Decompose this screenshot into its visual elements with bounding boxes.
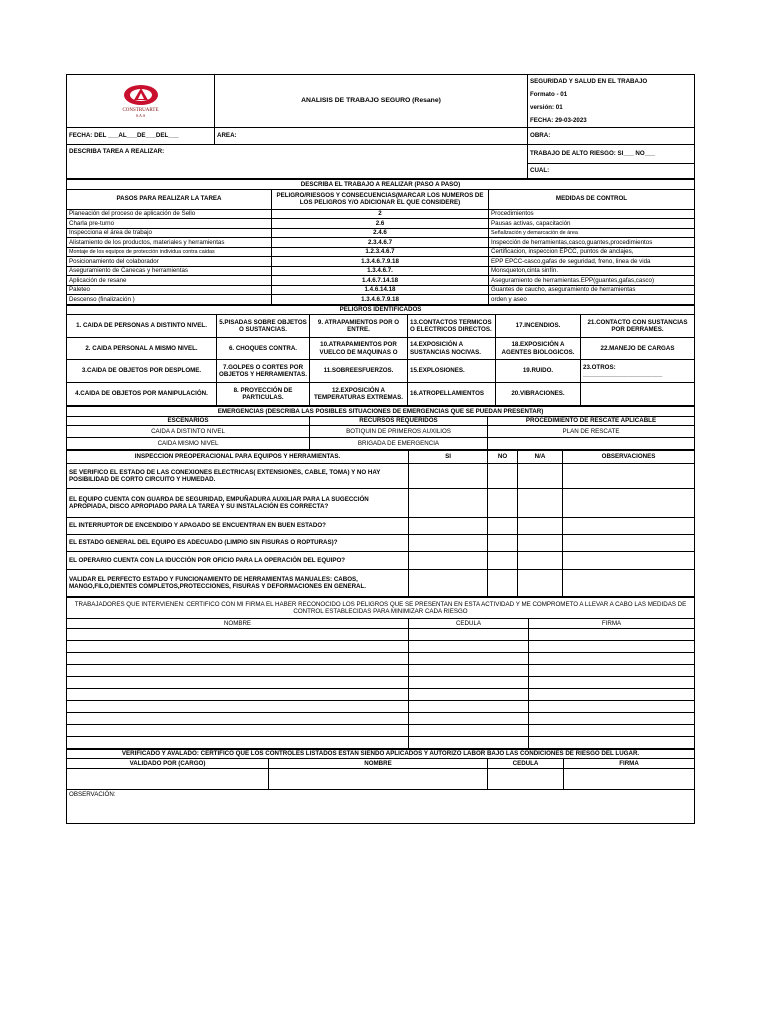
hazard-cell: 2. CAIDA PERSONAL A MISMO NIVEL.	[67, 338, 217, 360]
hazard-cell: 21.CONTACTO CON SUSTANCIAS POR DERRAMES.	[581, 315, 695, 338]
worker-cedula-input[interactable]	[409, 640, 529, 652]
worker-row	[67, 652, 695, 664]
worker-row	[67, 664, 695, 676]
emergencies-table	[66, 406, 695, 450]
inspection-row	[67, 464, 695, 489]
step-peligro: 2.4.6	[272, 228, 489, 238]
inspection-header-si: SI	[409, 451, 488, 464]
inspection-row	[67, 489, 695, 518]
step-row	[67, 295, 695, 305]
emergency-header-escenarios: ESCENARIOS	[67, 416, 310, 426]
inspection-header: INSPECCION PREOPERACIONAL PARA EQUIPOS Y HERRAMIENTAS.	[67, 451, 409, 464]
step-medida: Guantes de caucho, aseguramiento de herramientas	[489, 285, 695, 295]
worker-nombre-input[interactable]	[67, 724, 409, 736]
step-paso: Alistamiento de los productos, materiales y herramientas	[67, 238, 272, 248]
step-peligro: 1.3.4.6.7.9.18	[272, 295, 489, 305]
steps-section-title: DESCRIBA EL TRABAJO A REALIZAR (PASO A PASO)	[67, 180, 695, 190]
inspection-question: VALIDAR EL PERFECTO ESTADO Y FUNCIONAMIENTO DE HERRAMIENTAS MANUALES: CABOS, MANGO,FILO,DIENTES COMPLETOS,PROTECCIONES, FISURAS Y DEFORMACIONES EN GENERAL.	[67, 570, 409, 597]
inspection-row	[67, 518, 695, 535]
worker-cedula-input[interactable]	[409, 652, 529, 664]
inspection-obs-cell[interactable]	[563, 489, 695, 518]
emergency-cell: BOTIQUIN DE PRIMEROS AUXILIOS	[310, 426, 488, 438]
emergency-cell: BRIGADA DE EMERGENCIA	[310, 438, 488, 450]
hazard-cell: 8. PROYECCIÓN DE PARTICULAS.	[217, 383, 310, 406]
step-medida: Inspección de herramientas,casco,guantes,procedimientos	[489, 238, 695, 248]
hazard-cell: 1. CAIDA DE PERSONAS A DISTINTO NIVEL.	[67, 315, 217, 338]
step-paso: Paleteo	[67, 285, 272, 295]
worker-cedula-input[interactable]	[409, 724, 529, 736]
step-paso: Posicionamiento del colaborador	[67, 257, 272, 267]
inspection-row	[67, 535, 695, 552]
form-header	[66, 74, 695, 179]
hazard-cell: 23.OTROS: _______________________	[581, 360, 695, 383]
inspection-obs-cell[interactable]	[563, 464, 695, 489]
worker-row	[67, 628, 695, 640]
inspection-header-no: NO	[488, 451, 518, 464]
step-paso: Aseguramiento de Canecas y herramientas	[67, 266, 272, 276]
worker-row	[67, 736, 695, 748]
hazard-cell: 11.SOBREESFUERZOS.	[310, 360, 408, 383]
step-peligro: 2.6	[272, 219, 489, 229]
hazard-cell: 20.VIBRACIONES.	[496, 383, 581, 406]
step-medida: orden y aseo	[489, 295, 695, 305]
step-medida: Señalización y demarcación de área	[489, 228, 695, 238]
logo-name: CONSTRUARTE	[122, 108, 159, 114]
validation-header-firma: FIRMA	[564, 759, 695, 769]
inspection-na-cell[interactable]	[518, 489, 563, 518]
step-medida: Pausas activas, capacitación	[489, 219, 695, 229]
hazards-body	[67, 315, 695, 406]
inspection-header-na: N/A	[518, 451, 563, 464]
inspection-header-observaciones: OBSERVACIONES	[563, 451, 695, 464]
inspection-obs-cell[interactable]	[563, 518, 695, 535]
worker-row	[67, 688, 695, 700]
inspection-no-cell[interactable]	[488, 518, 518, 535]
step-row	[67, 238, 695, 248]
step-medida: Certificacion, inspeccion EPCC, puntos de anclajes,	[489, 247, 695, 257]
step-row	[67, 276, 695, 286]
hazard-cell: 12.EXPOSICIÓN A TEMPERATURAS EXTREMAS.	[310, 383, 408, 406]
worker-nombre-input[interactable]	[67, 688, 409, 700]
hazard-cell: 16.ATROPELLAMIENTOS	[408, 383, 496, 406]
step-paso: Montaje de los equipos de protección individua contra caidas	[67, 247, 272, 257]
step-medida: Monsqueton,cinta sinfín.	[489, 266, 695, 276]
hazard-cell: 15.EXPLOSIONES.	[408, 360, 496, 383]
describa-tarea-field[interactable]: DESCRIBA TAREA A REALIZAR:	[67, 145, 528, 179]
worker-firma-input[interactable]	[529, 628, 695, 640]
step-peligro: 1.3.4.6.7.	[272, 266, 489, 276]
emergency-header-recursos: RECURSOS REQUERIDOS	[310, 416, 488, 426]
form-title: ANALISIS DE TRABAJO SEGURO (Resane)	[215, 75, 528, 128]
hazard-cell: 6. CHOQUES CONTRA.	[217, 338, 310, 360]
logo-cell	[67, 75, 215, 128]
validation-statement: VERIFICADO Y AVALADO: CERTIFICO QUE LOS CONTROLES LISTADOS ESTAN SIENDO APLICADOS Y AUTORIZO LABOR BAJO LAS CONDICIONES DE RIESGO DEL LUGAR.	[67, 749, 695, 759]
inspection-question: EL EQUIPO CUENTA CON GUARDA DE SEGURIDAD, EMPUÑADURA AUXILIAR PARA LA SUGECCIÓN APROPIADA, DISCO APROPIADO PARA LA TAREA Y SU INSTALACIÓN ES CORRECTA?	[67, 489, 409, 518]
worker-cedula-input[interactable]	[409, 664, 529, 676]
inspection-na-cell[interactable]	[518, 518, 563, 535]
form-meta	[528, 75, 695, 128]
step-medida: EPP EPCC-casco,gafas de seguridad, freno, linea de vida	[489, 257, 695, 267]
step-row	[67, 228, 695, 238]
inspection-si-cell[interactable]	[409, 518, 488, 535]
step-row	[67, 209, 695, 219]
meta-line-3: versión: 01	[530, 104, 563, 111]
emergency-cell: PLAN DE RESCATE	[488, 426, 695, 438]
step-peligro: 2	[272, 209, 489, 219]
emergency-header-procedimiento: PROCEDIMIENTO DE RESCATE APLICABLE	[488, 416, 695, 426]
inspection-no-cell[interactable]	[488, 535, 518, 552]
worker-row	[67, 700, 695, 712]
inspection-na-cell[interactable]	[518, 552, 563, 570]
hazard-cell: 3.CAIDA DE OBJETOS POR DESPLOME.	[67, 360, 217, 383]
meta-line-2: Formato - 01	[530, 91, 568, 98]
worker-cedula-input[interactable]	[409, 676, 529, 688]
step-row	[67, 285, 695, 295]
inspection-no-cell[interactable]	[488, 464, 518, 489]
alto-riesgo-field[interactable]: TRABAJO DE ALTO RIESGO: SI___ NO___	[528, 145, 695, 164]
step-row	[67, 257, 695, 267]
step-row	[67, 266, 695, 276]
hazard-cell: 4.CAIDA DE OBJETOS POR MANIPULACIÓN.	[67, 383, 217, 406]
step-peligro: 1.4.6.14.18	[272, 285, 489, 295]
hazard-cell: 5.PISADAS SOBRE OBJETOS O SUSTANCIAS.	[217, 315, 310, 338]
workers-header-cedula: CEDULA	[409, 619, 529, 629]
inspection-si-cell[interactable]	[409, 552, 488, 570]
step-peligro: 2.3.4.6.7	[272, 238, 489, 248]
obra-field[interactable]: OBRA:	[528, 128, 695, 145]
hazard-cell: 9. ATRAPAMIENTOS POR O ENTRE.	[310, 315, 408, 338]
worker-firma-input[interactable]	[529, 652, 695, 664]
worker-nombre-input[interactable]	[67, 640, 409, 652]
worker-nombre-input[interactable]	[67, 652, 409, 664]
validation-table	[66, 749, 695, 824]
inspection-obs-cell[interactable]	[563, 570, 695, 597]
hazard-cell	[581, 383, 695, 406]
inspection-na-cell[interactable]	[518, 535, 563, 552]
hazards-table	[66, 305, 695, 407]
inspection-obs-cell[interactable]	[563, 535, 695, 552]
worker-firma-input[interactable]	[529, 700, 695, 712]
workers-body	[67, 628, 695, 748]
hazard-cell: 18.EXPOSICIÓN A AGENTES BIOLOGICOS.	[496, 338, 581, 360]
meta-line-1: SEGURIDAD Y SALUD EN EL TRABAJO	[530, 78, 648, 85]
worker-nombre-input[interactable]	[67, 628, 409, 640]
worker-nombre-input[interactable]	[67, 700, 409, 712]
worker-nombre-input[interactable]	[67, 736, 409, 748]
fecha-field[interactable]: FECHA: DEL ___AL___DE___DEL___	[67, 128, 215, 145]
emergency-cell: CAIDA MISMO NIVEL	[67, 438, 310, 450]
worker-cedula-input[interactable]	[409, 628, 529, 640]
worker-firma-input[interactable]	[529, 676, 695, 688]
step-medida: Aseguramiento de herramientas.EPP(guantes,gafas,casco)	[489, 276, 695, 286]
validation-header-nombre: NOMBRE	[269, 759, 488, 769]
step-row	[67, 219, 695, 229]
worker-row	[67, 712, 695, 724]
workers-header-firma: FIRMA	[529, 619, 695, 629]
workers-table	[66, 597, 695, 749]
worker-firma-input[interactable]	[529, 736, 695, 748]
validation-nombre-input[interactable]	[269, 768, 488, 789]
worker-nombre-input[interactable]	[67, 712, 409, 724]
workers-header-nombre: NOMBRE	[67, 619, 409, 629]
steps-table	[66, 179, 695, 305]
hazard-cell: 7.GOLPES O CORTES POR OBJETOS Y HERRAMIENTAS.	[217, 360, 310, 383]
worker-cedula-input[interactable]	[409, 700, 529, 712]
step-paso: Inspecciona el área de trabajo	[67, 228, 272, 238]
hazard-cell: 14.EXPOSICIÓN A SUSTANCIAS NOCIVAS.	[408, 338, 496, 360]
logo-icon	[121, 83, 161, 107]
step-medida: Procedimientos	[489, 209, 695, 219]
emergency-cell: CAIDA A DISTINTO NIVEL	[67, 426, 310, 438]
inspection-question: EL ESTADO GENERAL DEL EQUIPO ES ADECUADO (LIMPIO SIN FISURAS O ROPTURAS)?	[67, 535, 409, 552]
hazard-row	[67, 338, 695, 360]
inspection-no-cell[interactable]	[488, 552, 518, 570]
emergency-cell	[488, 438, 695, 450]
worker-cedula-input[interactable]	[409, 712, 529, 724]
step-paso: Planeación del proceso de aplicación de Sello	[67, 209, 272, 219]
col-pasos-header: PASOS PARA REALIZAR LA TAREA	[67, 189, 272, 209]
inspection-si-cell[interactable]	[409, 464, 488, 489]
worker-row	[67, 640, 695, 652]
hazard-cell: 22.MANEJO DE CARGAS	[581, 338, 695, 360]
worker-row	[67, 724, 695, 736]
inspection-no-cell[interactable]	[488, 489, 518, 518]
validation-cedula-input[interactable]	[488, 768, 564, 789]
ats-form	[66, 74, 694, 824]
inspection-question: SE VERIFICO EL ESTADO DE LAS CONEXIONES ELECTRICAS( EXTENSIONES, CABLE, TOMA) Y NO HAY POSIBILIDAD DE CORTO CIRCUITO Y HUMEDAD.	[67, 464, 409, 489]
hazards-title: PELIGROS IDENTIFICADOS	[67, 305, 695, 315]
step-peligro: 1.4.6.7.14.18	[272, 276, 489, 286]
meta-line-4: FECHA: 29-03-2023	[530, 117, 587, 124]
col-medidas-header: MEDIDAS DE CONTROL	[489, 189, 695, 209]
col-peligros-header: PELIGRO/RIESGOS Y CONSECUENCIAS(MARCAR LOS NUMEROS DE LOS PELIGROS Y/O ADICIONAR EL QUE CONSIDERE)	[272, 189, 489, 209]
validation-header-cedula: CEDULA	[488, 759, 564, 769]
inspection-si-cell[interactable]	[409, 535, 488, 552]
inspection-row	[67, 570, 695, 597]
workers-statement: TRABAJADORES QUE INTERVIENEN: CERTIFICO CON MI FIRMA EL HABER RECONOCIDO LOS PELIGROS QUE SE PRESENTAN EN ESTA ACTIVIDAD Y ME COMPROMETO A LLEVAR A CABO LAS MEDIDAS DE CONTROL ESTABLECIDAS PARA MINIMIZAR CADA RIESGO	[67, 598, 695, 619]
observacion-field[interactable]: OBSERVACIÓN:	[67, 789, 695, 823]
steps-body	[67, 209, 695, 304]
inspection-si-cell[interactable]	[409, 570, 488, 597]
step-peligro: 1.2.3.4.6.7	[272, 247, 489, 257]
inspection-na-cell[interactable]	[518, 570, 563, 597]
worker-nombre-input[interactable]	[67, 664, 409, 676]
inspection-no-cell[interactable]	[488, 570, 518, 597]
area-field[interactable]: AREA:	[215, 128, 528, 145]
hazard-row	[67, 315, 695, 338]
worker-firma-input[interactable]	[529, 640, 695, 652]
validation-firma-input[interactable]	[564, 768, 695, 789]
inspection-na-cell[interactable]	[518, 464, 563, 489]
inspection-si-cell[interactable]	[409, 489, 488, 518]
hazard-row	[67, 360, 695, 383]
inspection-table	[66, 450, 695, 597]
company-logo	[69, 83, 212, 118]
hazard-cell: 13.CONTACTOS TERMICOS O ELECTRICOS DIRECTOS.	[408, 315, 496, 338]
hazard-cell: 17.INCENDIOS.	[496, 315, 581, 338]
cual-field[interactable]: CUAL:	[528, 164, 695, 179]
step-paso: Charla pre-turno	[67, 219, 272, 229]
worker-firma-input[interactable]	[529, 664, 695, 676]
validation-header-cargo: VALIDADO POR (CARGO)	[67, 759, 269, 769]
worker-firma-input[interactable]	[529, 712, 695, 724]
inspection-obs-cell[interactable]	[563, 552, 695, 570]
inspection-body	[67, 464, 695, 597]
hazard-row	[67, 383, 695, 406]
worker-cedula-input[interactable]	[409, 736, 529, 748]
step-paso: Aplicación de resane	[67, 276, 272, 286]
emergencies-title: EMERGENCIAS (DESCRIBA LAS POSIBLES SITUACIONES DE EMERGENCIAS QUE SE PUEDAN PRESENTAR)	[67, 407, 695, 417]
worker-firma-input[interactable]	[529, 724, 695, 736]
validation-cargo-input[interactable]	[67, 768, 269, 789]
step-row	[67, 247, 695, 257]
step-paso: Descenso (finalización )	[67, 295, 272, 305]
hazard-cell: 10.ATRAPAMIENTOS POR VUELCO DE MAQUINAS O	[310, 338, 408, 360]
hazard-cell: 19.RUIDO.	[496, 360, 581, 383]
logo-sub: S.A.S	[135, 113, 146, 119]
step-peligro: 1.3.4.6.7.9.18	[272, 257, 489, 267]
inspection-row	[67, 552, 695, 570]
inspection-question: EL INTERRUPTOR DE ENCENDIDO Y APAGADO SE ENCUENTRAN EN BUEN ESTADO?	[67, 518, 409, 535]
worker-cedula-input[interactable]	[409, 688, 529, 700]
worker-nombre-input[interactable]	[67, 676, 409, 688]
inspection-question: EL OPERARIO CUENTA CON LA IDUCCIÓN POR OFICIO PARA LA OPERACIÓN DEL EQUIPO?	[67, 552, 409, 570]
worker-firma-input[interactable]	[529, 688, 695, 700]
worker-row	[67, 676, 695, 688]
